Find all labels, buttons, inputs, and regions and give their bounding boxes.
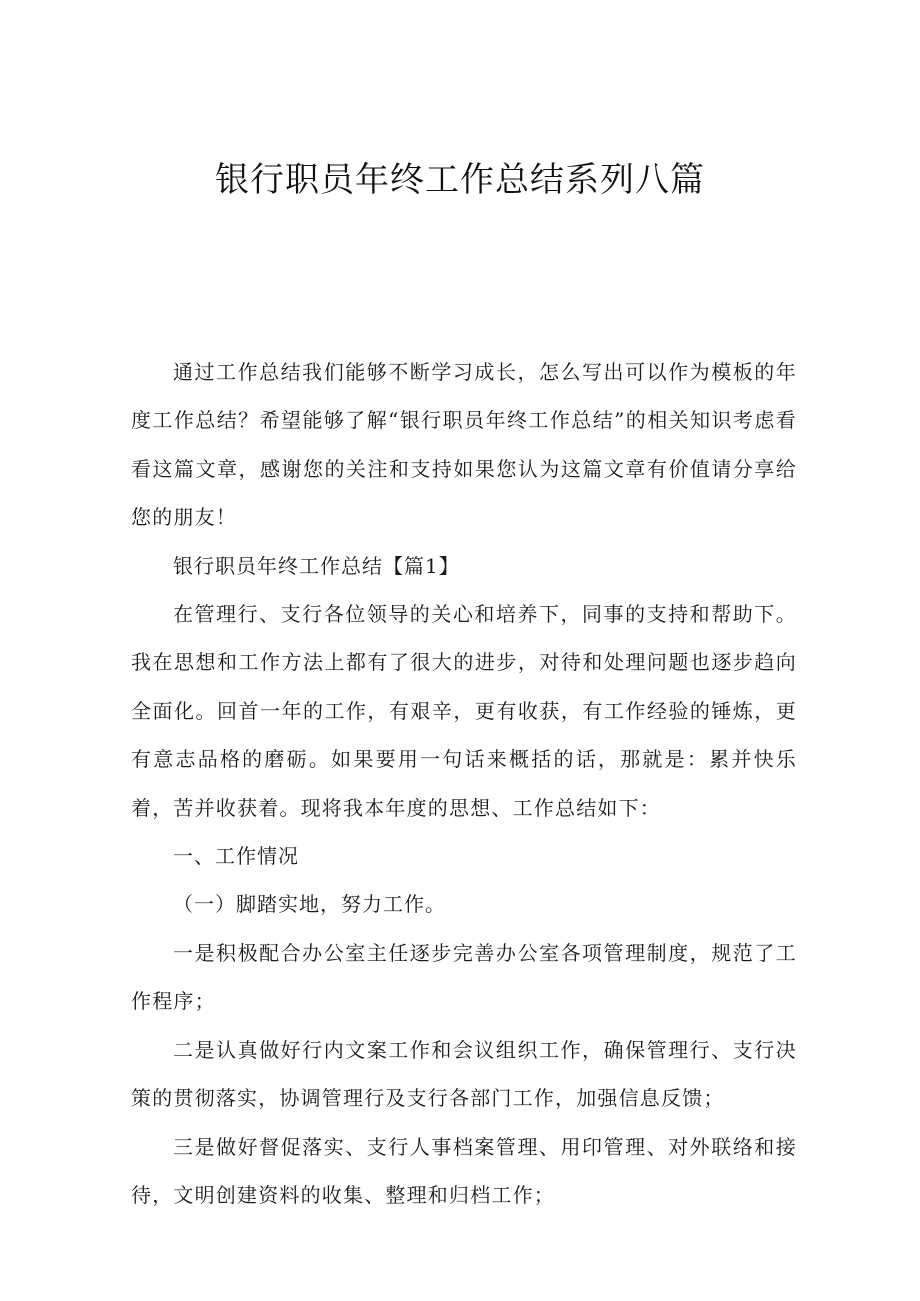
list-item-paragraph: 一是积极配合办公室主任逐步完善办公室各项管理制度，规范了工作程序；: [131, 940, 797, 1014]
document-body: [131, 348, 797, 1219]
section-heading-work-situation: 一、工作情况: [173, 844, 299, 869]
intro-paragraph: 通过工作总结我们能够不断学习成长，怎么写出可以作为模板的年度工作总结？希望能够了解“银行职员年终工作总结”的相关知识考虑看看这篇文章，感谢您的关注和支持如果您认为这篇文章有价值请分享给您的朋友！: [131, 360, 797, 530]
subsection-heading: （一）脚踏实地，努力工作。: [173, 892, 446, 917]
list-item-paragraph: 三是做好督促落实、支行人事档案管理、用印管理、对外联络和接待，文明创建资料的收集、整理和归档工作；: [131, 1134, 797, 1207]
body-paragraph: 在管理行、支行各位领导的关心和培养下，同事的支持和帮助下。我在思想和工作方法上都有了很大的进步，对待和处理问题也逐步趋向全面化。回首一年的工作，有艰辛，更有收获，有工作经验的锤炼，更有意志品格的磨砺。如果要用一句话来概括的话，那就是：累并快乐着，苦并收获着。现将我本年度的思想、工作总结如下：: [131, 602, 797, 820]
section-heading-part-1: 银行职员年终工作总结【篇1】: [173, 553, 460, 578]
list-item-paragraph: 二是认真做好行内文案工作和会议组织工作，确保管理行、支行决策的贯彻落实，协调管理行及支行各部门工作，加强信息反馈；: [131, 1037, 797, 1111]
document-title: 银行职员年终工作总结系列八篇: [215, 160, 705, 200]
